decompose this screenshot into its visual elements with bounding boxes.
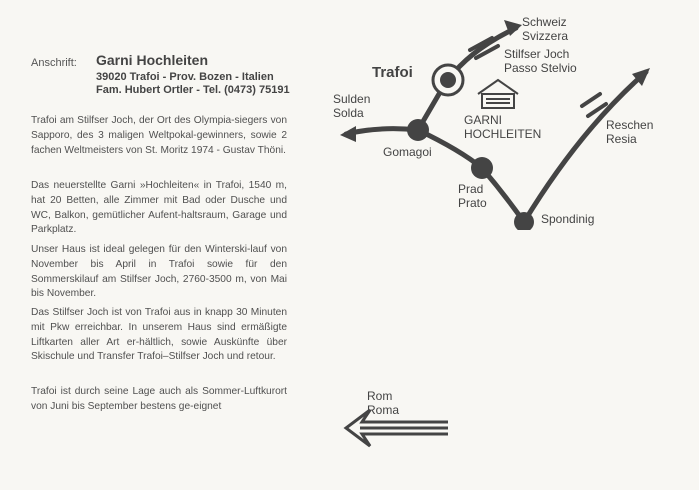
label-resia: Resia xyxy=(606,132,637,146)
label-spondinig: Spondinig xyxy=(541,212,595,226)
label-prato: Prato xyxy=(458,196,487,210)
paragraph-5: Trafoi ist durch seine Lage auch als Sommer-Luftkurort von Juni bis September bestens ge-eignet xyxy=(31,386,287,412)
label-hochleiten: HOCHLEITEN xyxy=(464,127,542,141)
location-target-dot xyxy=(440,72,456,88)
label-stilfser-joch: Stilfser Joch xyxy=(504,47,570,61)
road-map-graphic xyxy=(320,0,699,230)
label-garni: GARNI xyxy=(464,113,503,127)
arrow-head-sulden xyxy=(340,126,356,142)
paragraph-1: Trafoi am Stilfser Joch, der Ort des Olympia-siegers von Sapporo, des 3 maligen Weltpokal-gewinners, sowie 2 fachen Weltmeisters von St. Moritz 1974 - Gustav Thöni. xyxy=(31,115,287,156)
address-label: Anschrift: xyxy=(31,57,77,69)
label-solda: Solda xyxy=(333,106,364,120)
prad-dot xyxy=(471,157,493,179)
label-svizzera: Svizzera xyxy=(522,29,569,43)
label-gomagoi: Gomagoi xyxy=(383,145,432,159)
label-roma: Roma xyxy=(367,403,400,417)
label-passo-stelvio: Passo Stelvio xyxy=(504,61,577,75)
road-map xyxy=(320,0,699,230)
rom-direction xyxy=(340,390,460,450)
label-trafoi: Trafoi xyxy=(372,64,413,81)
paragraph-2: Das neuerstellte Garni »Hochleiten« in Trafoi, 1540 m, hat 20 Betten, alle Zimmer mit Bad oder Dusche und WC, Balkon, gemütlicher Aufent-haltsraum, Garage und Parkplatz. xyxy=(31,180,287,236)
label-rom: Rom xyxy=(367,389,393,403)
gomagoi-dot xyxy=(407,119,429,141)
address-line-2: Fam. Hubert Ortler - Tel. (0473) 75191 xyxy=(96,84,290,96)
label-reschen: Reschen xyxy=(606,118,654,132)
arrow-left-icon xyxy=(340,390,460,450)
hotel-name: Garni Hochleiten xyxy=(96,52,209,68)
label-schweiz: Schweiz xyxy=(522,15,567,29)
house-icon xyxy=(478,80,518,108)
paragraph-4: Das Stilfser Joch ist von Trafoi aus in knapp 30 Minuten mit Pkw erreichbar. In unserem Haus sind ermäßigte Liftkarten aller Art er-hältlich, sowie Auskünfte über Skischule und Transfer Trafoi–Stilfser Joch und retour. xyxy=(31,307,287,363)
road-reschen xyxy=(524,72,646,222)
address-line-1: 39020 Trafoi - Prov. Bozen - Italien xyxy=(96,71,274,83)
label-prad: Prad xyxy=(458,182,484,196)
paragraph-3: Unser Haus ist ideal gelegen für den Winterski-lauf von November bis April in Trafoi sowie für den Sommerskilauf am Stilfser Joch, 2760-3500 m, von Mai bis November. xyxy=(31,244,287,300)
label-sulden: Sulden xyxy=(333,92,371,106)
